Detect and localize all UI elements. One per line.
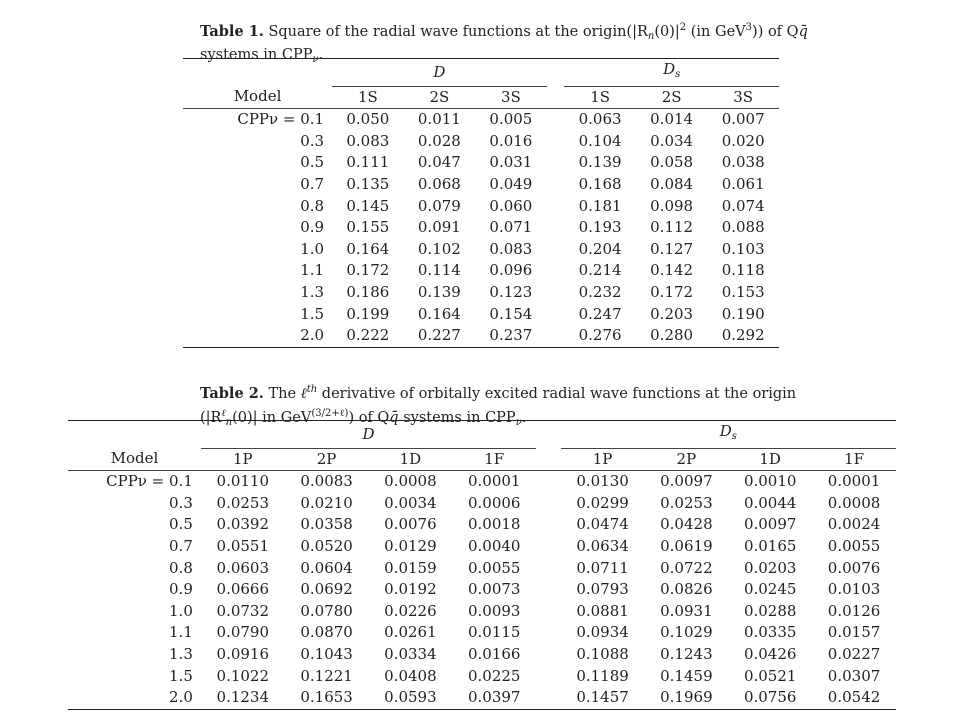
cell-ds: 0.098 [650, 196, 694, 215]
cell-ds: 0.181 [578, 196, 622, 215]
cell-d: 0.079 [417, 196, 461, 215]
cell-ds: 0.0097 [660, 472, 713, 491]
cell-ds: 0.1029 [660, 623, 713, 642]
cell-ds: 0.1457 [576, 688, 629, 707]
cell-d: 0.164 [346, 239, 390, 258]
cell-d: 0.135 [346, 174, 390, 193]
table1-caption-line2: systems in CPP [200, 47, 313, 63]
row-model: 1.1 [300, 261, 325, 280]
cell-d: 0.031 [489, 153, 533, 172]
row-model: 1.3 [169, 644, 193, 663]
cell-ds: 0.1459 [660, 666, 713, 685]
cell-d: 0.139 [417, 282, 461, 301]
cell-ds: 0.0619 [660, 536, 713, 555]
cell-d: 0.0603 [216, 558, 270, 577]
table-row [183, 174, 779, 196]
table2-caption-f: systems in CPP [398, 410, 516, 426]
cell-ds: 0.0711 [576, 558, 629, 577]
cell-d: 0.0225 [467, 666, 521, 685]
row-model: 0.9 [169, 580, 193, 599]
table1-caption-sup2: 3 [745, 22, 753, 33]
cell-ds: 0.0024 [827, 515, 881, 534]
row-model: 0.5 [300, 153, 325, 172]
cell-ds: 0.276 [578, 326, 622, 345]
table2-header-model: Model [68, 448, 201, 471]
cell-d: 0.0159 [384, 558, 437, 577]
cell-d: 0.1234 [216, 688, 270, 707]
cell-ds: 0.0044 [743, 493, 797, 512]
cell-d: 0.0732 [216, 601, 270, 620]
cell-d: 0.0397 [467, 688, 521, 707]
cell-d: 0.0115 [467, 623, 521, 642]
cell-d: 0.0780 [300, 601, 353, 620]
table2-caption-c: (|R [200, 410, 222, 426]
cell-d: 0.164 [417, 304, 461, 323]
table2-caption-th: th [306, 384, 318, 395]
table1-header-d-2s: 2S [404, 86, 476, 109]
row-model: 0.8 [300, 196, 325, 215]
cell-d: 0.0358 [300, 515, 353, 534]
row-model: 0.9 [300, 218, 325, 237]
cell-d: 0.091 [417, 218, 461, 237]
cell-ds: 0.0288 [743, 601, 797, 620]
cell-ds: 0.0826 [660, 580, 713, 599]
cell-ds: 0.034 [650, 131, 694, 150]
cell-ds: 0.104 [578, 131, 622, 150]
table1-group-d: D [332, 59, 547, 87]
table1-label: Table 1. [200, 23, 264, 40]
cell-ds: 0.172 [650, 282, 694, 301]
row-model: CPPν = 0.1 [237, 110, 325, 129]
row-model: 0.3 [300, 131, 325, 150]
table2-header-ds-1f: 1F [812, 448, 896, 471]
table2-header-ds-1d: 1D [728, 448, 812, 471]
cell-ds: 0.0793 [576, 580, 629, 599]
cell-ds: 0.0756 [743, 688, 797, 707]
cell-d: 0.0210 [300, 493, 353, 512]
table2-caption-e: ) of Q [348, 410, 390, 426]
cell-d: 0.0076 [384, 515, 437, 534]
table-row [183, 152, 779, 174]
table1-caption-text2: (0)| [654, 24, 680, 40]
cell-d: 0.145 [346, 196, 390, 215]
cell-ds: 0.1243 [660, 644, 713, 663]
cell-d: 0.083 [346, 131, 390, 150]
cell-d: 0.0261 [384, 623, 437, 642]
cell-ds: 0.127 [650, 239, 694, 258]
cell-ds: 0.118 [721, 261, 765, 280]
cell-d: 0.0008 [384, 472, 437, 491]
cell-ds: 0.1969 [660, 688, 713, 707]
cell-d: 0.047 [417, 153, 461, 172]
cell-d: 0.0001 [467, 472, 521, 491]
cell-d: 0.111 [346, 153, 390, 172]
cell-ds: 0.0931 [660, 601, 713, 620]
table-row [183, 260, 779, 282]
cell-d: 0.083 [489, 239, 533, 258]
cell-ds: 0.112 [650, 218, 694, 237]
row-model: 1.5 [300, 304, 325, 323]
table1-header-ds-2s: 2S [636, 86, 708, 109]
cell-d: 0.0692 [300, 580, 353, 599]
table-row [183, 109, 779, 131]
cell-ds: 0.0097 [743, 515, 797, 534]
cell-ds: 0.0001 [827, 472, 881, 491]
cell-ds: 0.038 [721, 153, 765, 172]
table-row [183, 282, 779, 304]
table1-caption-text: Square of the radial wave functions at the origin(|R [268, 24, 648, 40]
table2-caption-c-sup: ℓ [221, 408, 226, 419]
table2-group-d: D [201, 421, 536, 449]
cell-d: 0.0110 [216, 472, 270, 491]
cell-ds: 0.0934 [576, 623, 629, 642]
table2 [68, 420, 896, 710]
cell-d: 0.005 [489, 110, 533, 129]
cell-d: 0.0520 [300, 536, 353, 555]
table2-caption-b: derivative of orbitally excited radial wave functions at the origin [317, 386, 797, 402]
cell-ds: 0.0008 [827, 493, 881, 512]
cell-d: 0.0040 [467, 536, 521, 555]
cell-ds: 0.232 [578, 282, 622, 301]
row-model: 0.7 [300, 174, 325, 193]
cell-ds: 0.0245 [743, 580, 797, 599]
table1-header-d-3s: 3S [475, 86, 547, 109]
cell-d: 0.222 [346, 326, 390, 345]
cell-d: 0.199 [346, 304, 390, 323]
row-model: 0.7 [169, 536, 193, 555]
cell-d: 0.0551 [216, 536, 270, 555]
row-model: CPPν = 0.1 [106, 472, 193, 491]
cell-d: 0.1221 [300, 666, 353, 685]
cell-d: 0.0253 [216, 493, 270, 512]
table2-header-d-1d: 1D [369, 448, 453, 471]
cell-d: 0.068 [417, 174, 461, 193]
table-row [68, 666, 896, 688]
row-model: 0.5 [169, 515, 193, 534]
table2-label: Table 2. [200, 385, 264, 402]
cell-ds: 0.0203 [743, 558, 797, 577]
cell-d: 0.186 [346, 282, 390, 301]
cell-d: 0.050 [346, 110, 390, 129]
cell-d: 0.227 [417, 326, 461, 345]
table-row [68, 687, 896, 709]
cell-d: 0.102 [417, 239, 461, 258]
cell-d: 0.0093 [467, 601, 521, 620]
table-row [183, 325, 779, 347]
table1-header-ds-1s: 1S [564, 86, 636, 109]
cell-ds: 0.203 [650, 304, 694, 323]
cell-d: 0.0083 [300, 472, 353, 491]
cell-ds: 0.0253 [660, 493, 713, 512]
table-row [183, 131, 779, 153]
table1 [183, 58, 779, 348]
table1-header-ds-3s: 3S [707, 86, 779, 109]
cell-ds: 0.0103 [827, 580, 881, 599]
cell-ds: 0.0428 [660, 515, 713, 534]
table2-caption-qbar: q̄ [389, 410, 399, 426]
cell-ds: 0.088 [721, 218, 765, 237]
cell-ds: 0.0722 [660, 558, 713, 577]
table1-group-ds: $D_s$ [564, 59, 779, 87]
cell-ds: 0.153 [721, 282, 765, 301]
cell-ds: 0.193 [578, 218, 622, 237]
cell-d: 0.0392 [216, 515, 270, 534]
cell-ds: 0.0542 [827, 688, 881, 707]
cell-d: 0.071 [489, 218, 533, 237]
table2-header-ds-2p: 2P [644, 448, 728, 471]
cell-d: 0.0226 [384, 601, 437, 620]
cell-d: 0.049 [489, 174, 533, 193]
table2-caption-c-sub: n [225, 417, 233, 428]
row-model: 0.3 [169, 493, 193, 512]
cell-d: 0.237 [489, 326, 533, 345]
cell-ds: 0.168 [578, 174, 622, 193]
cell-ds: 0.074 [721, 196, 765, 215]
row-model: 1.1 [169, 623, 193, 642]
cell-d: 0.060 [489, 196, 533, 215]
table-row [68, 493, 896, 515]
cell-d: 0.0034 [384, 493, 437, 512]
row-model: 0.8 [169, 558, 193, 577]
cell-ds: 0.084 [650, 174, 694, 193]
cell-d: 0.1022 [216, 666, 270, 685]
table1-header-d-1s: 1S [332, 86, 404, 109]
cell-d: 0.1653 [300, 688, 353, 707]
table2-header-d-2p: 2P [285, 448, 369, 471]
cell-ds: 0.0307 [827, 666, 881, 685]
cell-ds: 0.0299 [576, 493, 629, 512]
table1-caption-end: . [318, 47, 324, 63]
cell-d: 0.114 [417, 261, 461, 280]
cell-d: 0.016 [489, 131, 533, 150]
table2-caption-d-sup: (3/2+ℓ) [311, 408, 349, 419]
cell-d: 0.0334 [384, 644, 437, 663]
table-row [183, 239, 779, 261]
cell-ds: 0.0010 [743, 472, 797, 491]
table-row [68, 471, 896, 493]
cell-ds: 0.061 [721, 174, 765, 193]
table2-caption-f-sub: ν [515, 417, 522, 428]
table2-caption-a: The [268, 386, 301, 402]
cell-ds: 0.0521 [743, 666, 797, 685]
cell-d: 0.1043 [300, 644, 353, 663]
cell-d: 0.0166 [467, 644, 521, 663]
cell-d: 0.0073 [467, 580, 521, 599]
table-row [68, 622, 896, 644]
cell-d: 0.0055 [467, 558, 521, 577]
cell-d: 0.155 [346, 218, 390, 237]
table2-header-d-1f: 1F [452, 448, 536, 471]
cell-ds: 0.007 [721, 110, 765, 129]
cell-ds: 0.204 [578, 239, 622, 258]
table-row [68, 514, 896, 536]
cell-ds: 0.0634 [576, 536, 629, 555]
cell-d: 0.0790 [216, 623, 270, 642]
cell-ds: 0.0227 [827, 644, 881, 663]
table-row [68, 558, 896, 580]
row-model: 1.3 [300, 282, 325, 301]
cell-ds: 0.020 [721, 131, 765, 150]
row-model: 2.0 [169, 688, 193, 707]
table-row [183, 304, 779, 326]
table2-header-ds-1p: 1P [561, 448, 645, 471]
table-row [68, 644, 896, 666]
cell-d: 0.011 [417, 110, 461, 129]
cell-d: 0.0018 [467, 515, 521, 534]
row-model: 1.0 [169, 601, 193, 620]
cell-ds: 0.0130 [576, 472, 629, 491]
row-model: 1.0 [300, 239, 325, 258]
table1-caption-text3: (in GeV [686, 24, 746, 40]
cell-d: 0.0408 [384, 666, 437, 685]
cell-d: 0.0604 [300, 558, 353, 577]
table2-caption-ell: ℓ [300, 386, 307, 402]
cell-ds: 0.280 [650, 326, 694, 345]
cell-ds: 0.0426 [743, 644, 797, 663]
cell-ds: 0.1088 [576, 644, 629, 663]
cell-ds: 0.014 [650, 110, 694, 129]
cell-ds: 0.0126 [827, 601, 881, 620]
cell-ds: 0.0055 [827, 536, 881, 555]
row-model: 1.5 [169, 666, 193, 685]
table1-header-model: Model [183, 86, 332, 109]
cell-ds: 0.0881 [576, 601, 629, 620]
cell-ds: 0.103 [721, 239, 765, 258]
cell-d: 0.028 [417, 131, 461, 150]
table-row [68, 536, 896, 558]
cell-ds: 0.190 [721, 304, 765, 323]
table1-caption-qbar: q̄ [798, 24, 808, 40]
cell-ds: 0.139 [578, 153, 622, 172]
table2-header-d-1p: 1P [201, 448, 285, 471]
table2-caption-end: . [521, 410, 527, 426]
table-row [183, 217, 779, 239]
table-row [183, 196, 779, 218]
table1-caption-sub2: ν [312, 54, 319, 65]
cell-ds: 0.058 [650, 153, 694, 172]
cell-ds: 0.0335 [743, 623, 797, 642]
cell-d: 0.096 [489, 261, 533, 280]
table1-caption-sup: 2 [679, 22, 687, 33]
cell-ds: 0.292 [721, 326, 765, 345]
cell-ds: 0.0474 [576, 515, 629, 534]
cell-d: 0.0593 [384, 688, 437, 707]
cell-ds: 0.0076 [827, 558, 881, 577]
cell-ds: 0.0165 [743, 536, 797, 555]
table-row [68, 579, 896, 601]
cell-d: 0.172 [346, 261, 390, 280]
cell-ds: 0.142 [650, 261, 694, 280]
cell-d: 0.0129 [384, 536, 437, 555]
cell-d: 0.0666 [216, 580, 270, 599]
table2-caption-d: (0)| in GeV [232, 410, 312, 426]
table2-group-ds: $D_s$ [561, 421, 896, 449]
cell-d: 0.0192 [384, 580, 437, 599]
table-row [68, 601, 896, 623]
cell-ds: 0.063 [578, 110, 622, 129]
cell-ds: 0.214 [578, 261, 622, 280]
cell-d: 0.0870 [300, 623, 353, 642]
cell-d: 0.123 [489, 282, 533, 301]
cell-ds: 0.1189 [576, 666, 629, 685]
cell-ds: 0.0157 [827, 623, 881, 642]
row-model: 2.0 [300, 326, 325, 345]
table1-caption-sub: n [647, 31, 655, 42]
cell-d: 0.0916 [216, 644, 270, 663]
cell-d: 0.154 [489, 304, 533, 323]
cell-ds: 0.247 [578, 304, 622, 323]
cell-d: 0.0006 [467, 493, 521, 512]
table1-caption-text4: )) of Q [752, 24, 799, 40]
